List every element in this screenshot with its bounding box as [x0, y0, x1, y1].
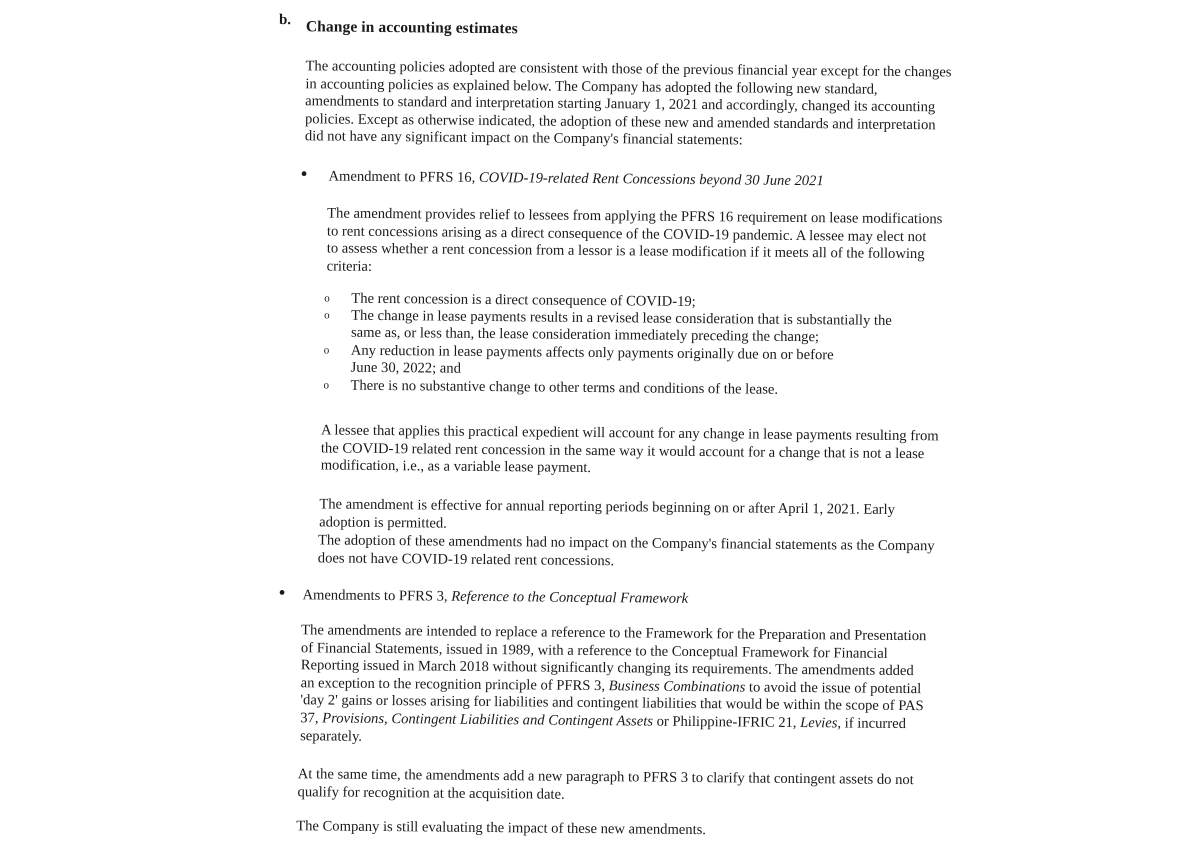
item1-heading [328, 168, 823, 190]
text-line: the COVID-19 related rent concession in the same way it would account for a change that is not a lease [320, 440, 925, 462]
text-line: qualify for recognition at the acquisition date. [297, 783, 565, 803]
text-run: an exception to the recognition principle of PFRS 3, [300, 675, 609, 694]
text-run: to avoid the issue of potential [745, 679, 922, 697]
item2-heading-italic: Reference to the Conceptual Framework [451, 588, 689, 607]
section-letter: b. [278, 11, 292, 29]
text-run: or Philippine-IFRIC 21, [652, 713, 801, 731]
text-run: 37, [300, 710, 323, 727]
text-line: 'day 2' gains or losses arising for liabilities and contingent liabilities that would be within the scope of PAS [300, 692, 924, 715]
list-item [324, 342, 944, 383]
bullet-icon: • [300, 163, 308, 186]
intro-paragraph [304, 58, 952, 152]
item2-heading-text: Amendments to PFRS 3, [302, 587, 452, 605]
bullet-icon: • [278, 582, 286, 605]
text-line: The amendment is effective for annual reporting periods beginning on or after April 1, 2021. Early [319, 496, 896, 518]
text-line: of Financial Statements, issued in 1989, with a reference to the Conceptual Framework for Financial [300, 639, 888, 662]
text-line: did not have any significant impact on the Company's financial statements: [304, 128, 743, 149]
circle-bullet-icon: o [323, 344, 330, 357]
criteria-text: same as, or less than, the lease consideration immediately preceding the change; [350, 324, 820, 346]
criteria-text: Any reduction in lease payments affects only payments originally due on or before [350, 342, 834, 364]
text-line: in accounting policies as explained below. The Company has adopted the following new standard, [305, 75, 878, 98]
item1-heading-italic: COVID-19-related Rent Concessions beyond 30 June 2021 [478, 169, 824, 190]
criteria-text: The rent concession is a direct consequence of COVID-19; [351, 290, 696, 311]
circle-bullet-icon: o [324, 309, 330, 322]
text-line: policies. Except as otherwise indicated, the adoption of these new and amended standards and interpretation [304, 111, 936, 134]
item1-paragraph-4 [318, 532, 938, 573]
text-line: A lessee that applies this practical expedient will account for any change in lease payments resulting from [320, 422, 939, 445]
text-line: modification, i.e., as a variable lease payment. [320, 457, 592, 477]
text-line: does not have COVID-19 related rent concessions. [317, 549, 615, 569]
text-line: to rent concessions arising as a direct consequence of the COVID-19 pandemic. A lessee may elect not [326, 223, 927, 245]
text-run: if incurred [840, 715, 906, 733]
text-run-italic: Business Combinations [608, 677, 746, 696]
item2-paragraph-1 [300, 622, 935, 751]
item1-paragraph-3 [319, 496, 939, 537]
item1-paragraph-2 [321, 422, 941, 481]
list-item [324, 307, 944, 348]
text-line: At the same time, the amendments add a new paragraph to PFRS 3 to clarify that contingent assets do not [297, 766, 914, 789]
text-line: The accounting policies adopted are consistent with those of the previous financial year except for the changes [305, 58, 952, 81]
circle-bullet-icon: o [323, 379, 330, 392]
text-line: criteria: [326, 258, 373, 275]
circle-bullet-icon: o [324, 292, 330, 305]
text-line: The adoption of these amendments had no impact on the Company's financial statements as the Company [317, 532, 935, 555]
text-line: Reporting issued in March 2018 without significantly changing its requirements. The amendments added [300, 657, 914, 680]
text-line: to assess whether a rent concession from a lessor is a lease modification if it meets all of the following [326, 240, 925, 263]
criteria-text: The change in lease payments results in a revised lease consideration that is substantially the [351, 307, 892, 329]
text-line: The amendments are intended to replace a reference to the Framework for the Preparation and Presentation [301, 622, 927, 645]
item2-paragraph-2 [298, 766, 932, 807]
item2-paragraph-3 [296, 818, 930, 842]
text-run-italic: Levies, [800, 714, 842, 732]
criteria-list [323, 290, 944, 401]
item1-heading-text: Amendment to PFRS 16, [328, 168, 479, 186]
text-line: amendments to standard and interpretation starting January 1, 2021 and accordingly, changed its accounting [305, 93, 936, 116]
item1-paragraph-1 [327, 205, 948, 281]
text-line: The Company is still evaluating the impact of these new amendments. [296, 818, 707, 839]
item2-heading [302, 587, 688, 608]
criteria-text: June 30, 2022; and [350, 359, 462, 377]
criteria-text: There is no substantive change to other terms and conditions of the lease. [350, 377, 779, 398]
section-title: Change in accounting estimates [305, 18, 518, 38]
text-line: separately. [300, 727, 363, 745]
text-run-italic: Provisions, Contingent Liabilities and Contingent Assets [322, 710, 654, 730]
text-line: adoption is permitted. [319, 513, 447, 532]
text-line: The amendment provides relief to lessees from applying the PFRS 16 requirement on lease modifications [327, 205, 943, 228]
